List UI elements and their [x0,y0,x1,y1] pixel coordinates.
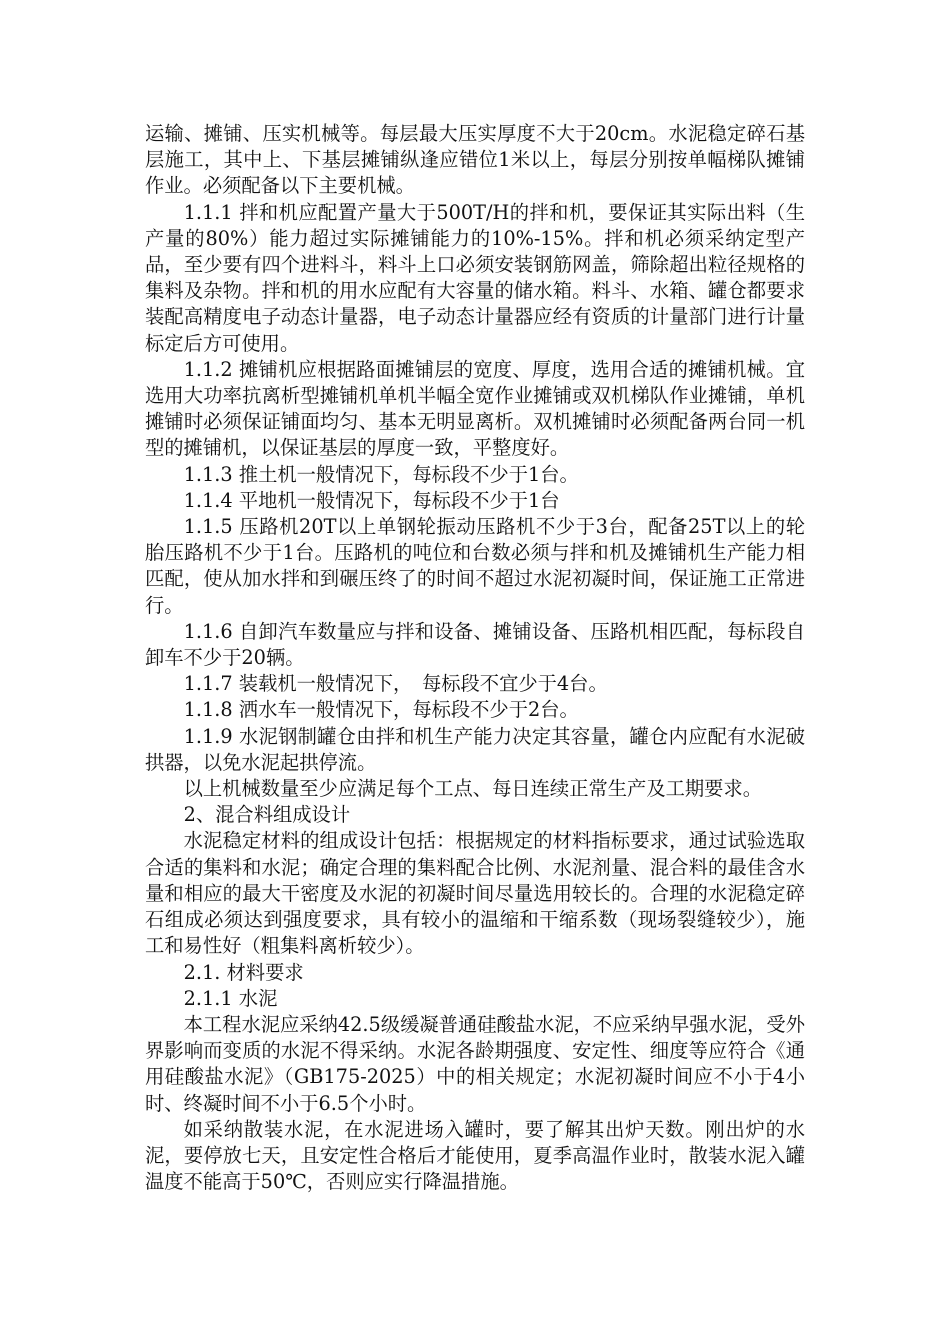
paragraph-paver: 1.1.2 摊铺机应根据路面摊铺层的宽度、厚度，选用合适的摊铺机械。宜选用大功率抗离析型摊铺机单机半幅全宽作业摊铺或双机梯队作业摊铺，单机摊铺时必须保证铺面均匀、基本无明显离析。双机摊铺时必须配备两台同一机型的摊铺机，以保证基层的厚度一致，平整度好。 [145,357,805,460]
section-heading-material-requirements: 2.1. 材料要求 [183,960,304,984]
paragraph-mixer: 1.1.1 拌和机应配置产量大于500T/H的拌和机，要保证其实际出料（生产量的80%）能力超过实际摊铺能力的10%-15%。拌和机必须采纳定型产品，至少要有四个进料斗，料斗上口必须安装钢筋网盖，筛除超出粒径规格的集料及杂物。拌和机的用水应配有大容量的储水箱。料斗、水箱、罐仓都要求装配高精度电子动态计量器，电子动态计量器应经有资质的计量部门进行计量标定后方可使用。 [145,200,805,355]
paragraph-grader: 1.1.4 平地机一般情况下，每标段不少于1台 [183,488,560,512]
paragraph-dump-truck: 1.1.6 自卸汽车数量应与拌和设备、摊铺设备、压路机相匹配，每标段自卸车不少于20辆。 [145,619,805,670]
section-heading-cement: 2.1.1 水泥 [183,986,278,1010]
paragraph-machinery-intro: 运输、摊铺、压实机械等。每层最大压实厚度不大于20cm。水泥稳定碎石基层施工，其中上、下基层摊铺纵逢应错位1米以上，每层分别按单幅梯队摊铺作业。必须配备以下主要机械。 [145,122,805,198]
paragraph-machinery-summary: 以上机械数量至少应满足每个工点、每日连续正常生产及工期要求。 [183,777,763,801]
paragraph-cement-spec: 本工程水泥应采纳42.5级缓凝普通硅酸盐水泥，不应采纳早强水泥，受外界影响而变质的水泥不得采纳。水泥各龄期强度、安定性、细度等应符合《通用硅酸盐水泥》（GB175-2025）中的相关规定；水泥初凝时间应不小于4小时、终凝时间不小于6.5个小时。 [145,1012,805,1115]
paragraph-bulk-cement: 如采纳散装水泥，在水泥进场入罐时，要了解其出炉天数。刚出炉的水泥，要停放七天，且安定性合格后才能使用，夏季高温作业时，散装水泥入罐温度不能高于50℃，否则应实行降温措施。 [145,1117,805,1194]
paragraph-roller: 1.1.5 压路机20T以上单钢轮振动压路机不少于3台，配备25T以上的轮胎压路机不少于1台。压路机的吨位和台数必须与拌和机及摊铺机生产能力相匹配，使从加水拌和到碾压终了的时间不超过水泥初凝时间，保证施工正常进行。 [145,515,805,617]
paragraph-bulldozer: 1.1.3 推土机一般情况下，每标段不少于1台。 [183,462,579,486]
section-heading-mix-design: 2、混合料组成设计 [183,803,351,827]
paragraph-cement-silo: 1.1.9 水泥钢制罐仓由拌和机生产能力决定其容量，罐仓内应配有水泥破拱器，以免水泥起拱停流。 [145,724,805,774]
paragraph-mix-design: 水泥稳定材料的组成设计包括：根据规定的材料指标要求，通过试验选取合适的集料和水泥；确定合理的集料配合比例、水泥剂量、混合料的最佳含水量和相应的最大干密度及水泥的初凝时间尽量选用较长的。合理的水泥稳定碎石组成必须达到强度要求，具有较小的温缩和干缩系数（现场裂缝较少），施工和易性好（粗集料离析较少）。 [145,829,805,958]
paragraph-loader: 1.1.7 装载机一般情况下， 每标段不宜少于4台。 [183,672,608,696]
document-page [145,121,805,1195]
paragraph-sprinkler: 1.1.8 洒水车一般情况下，每标段不少于2台。 [183,698,579,722]
